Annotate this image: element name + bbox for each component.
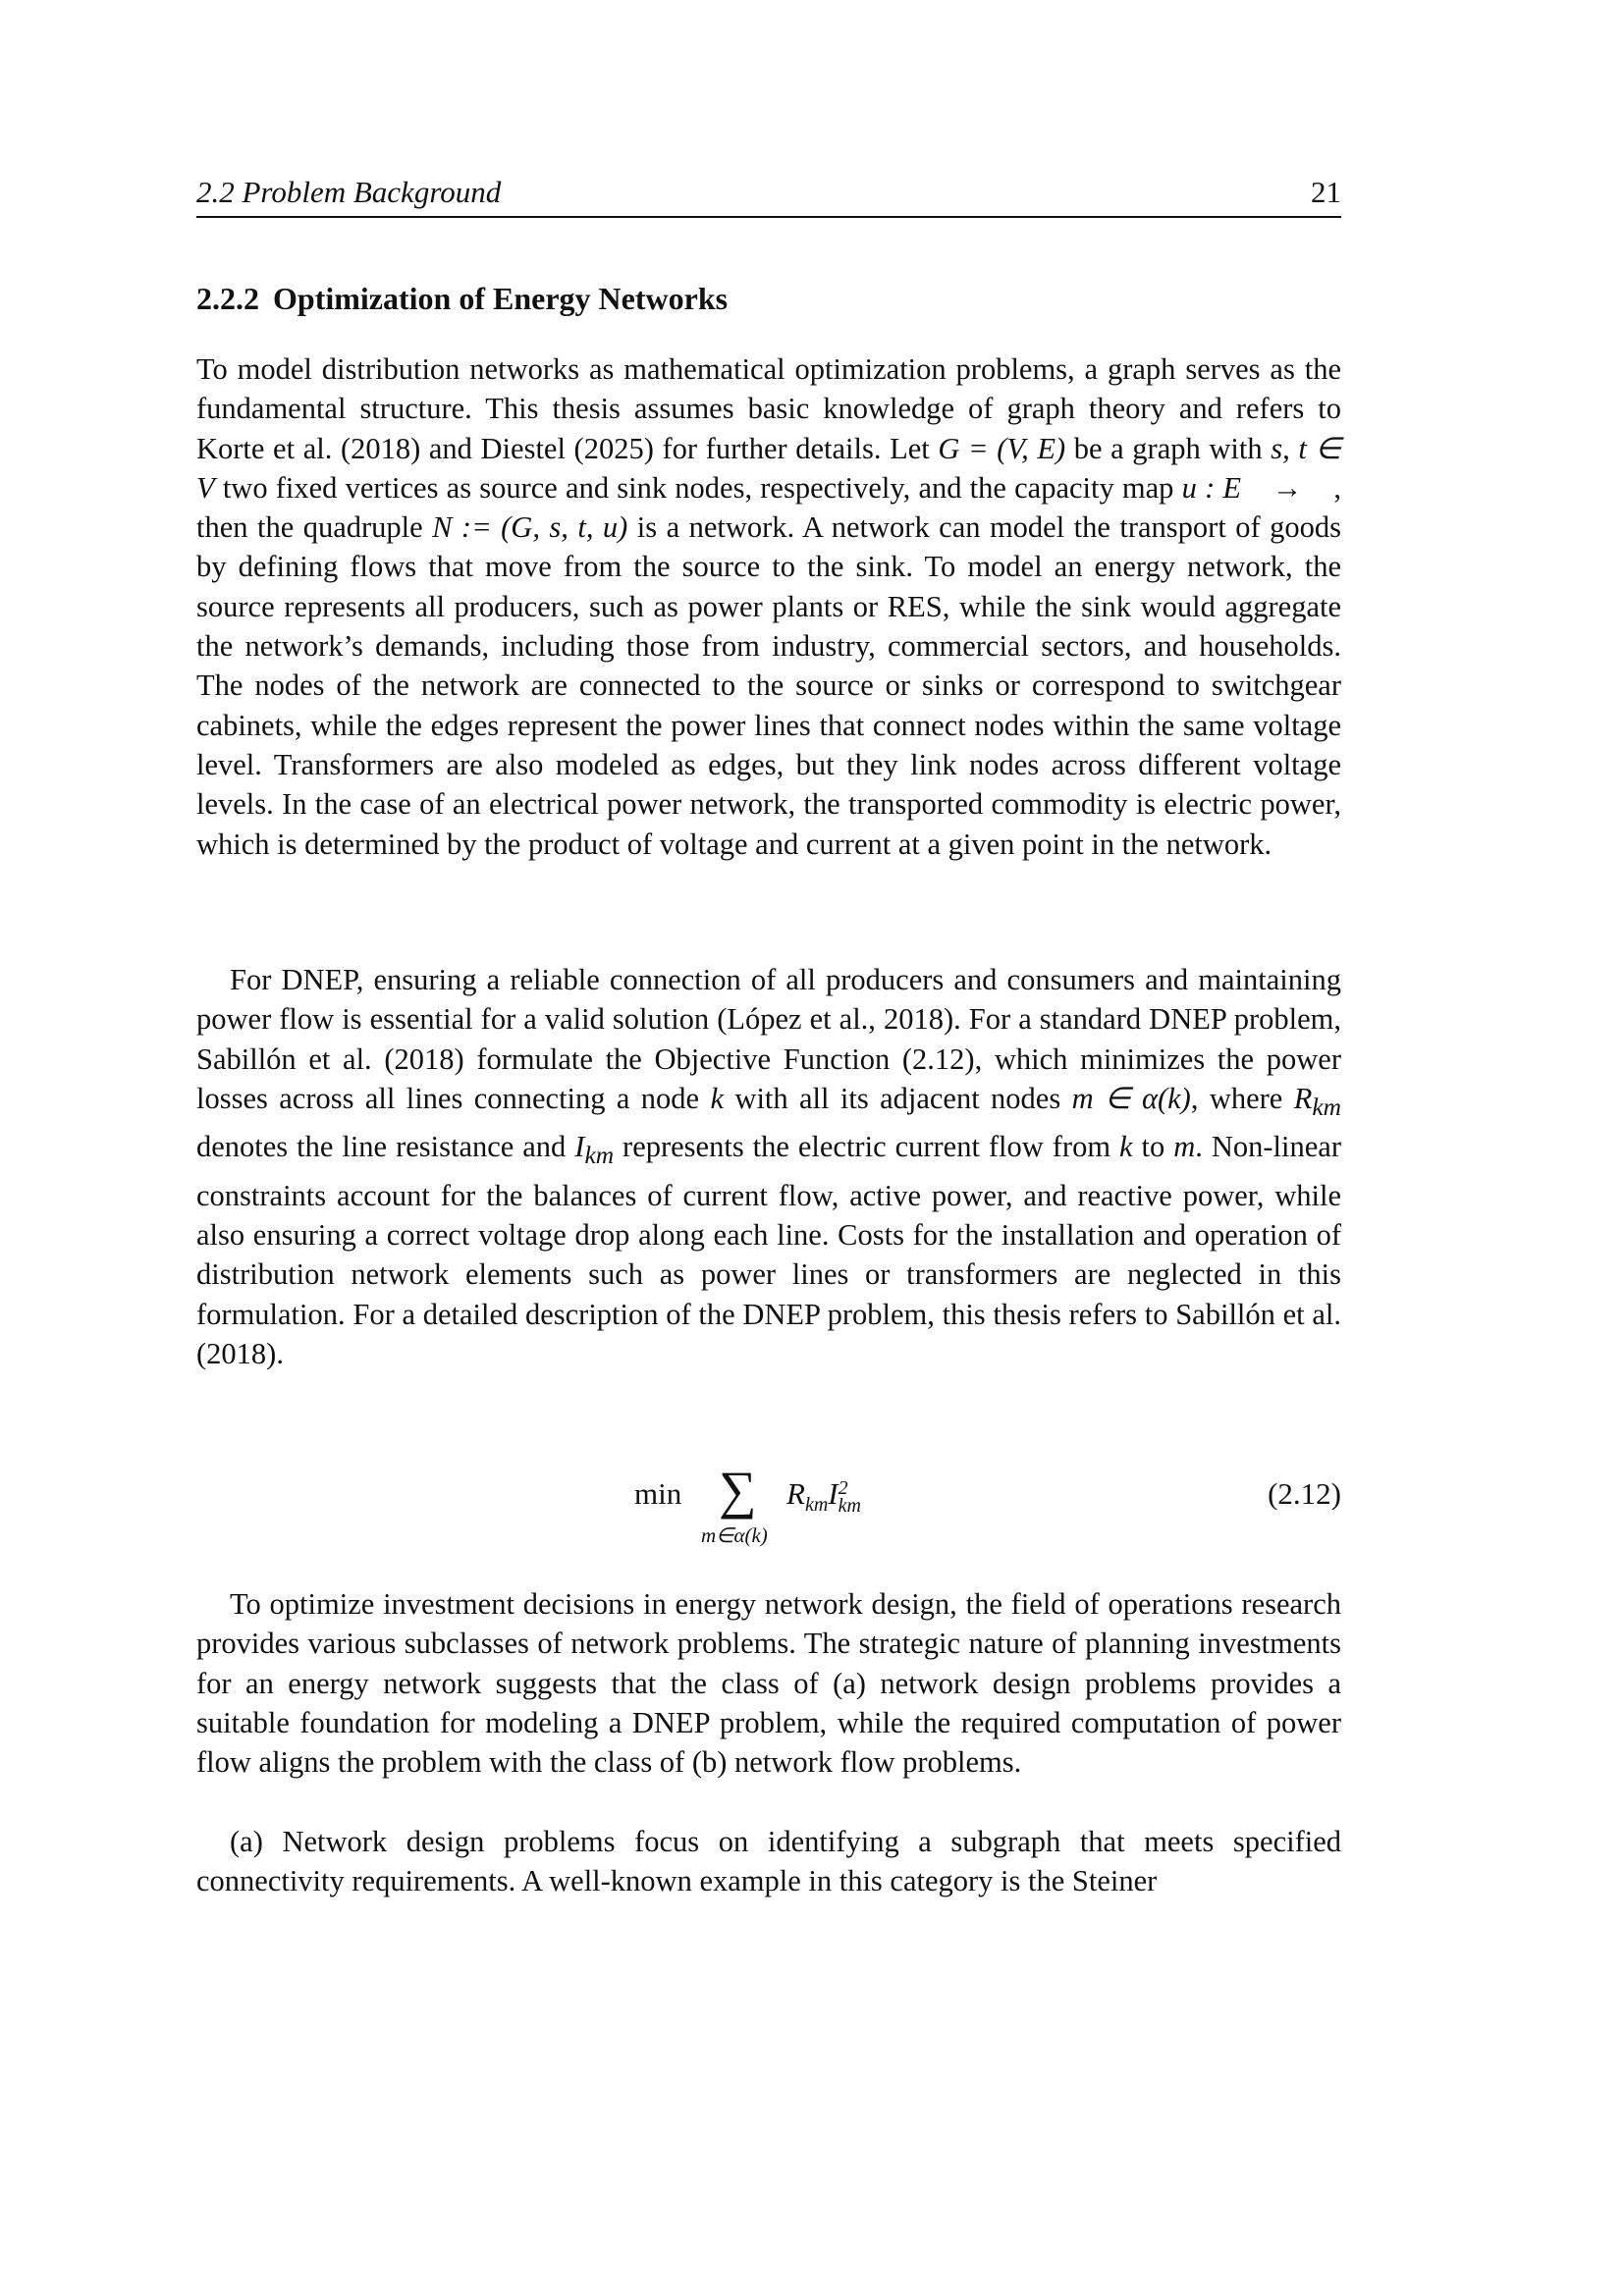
math-inline: m	[1173, 1130, 1196, 1164]
paragraph-network-design: (a) Network design problems focus on identifying a subgraph that meets specified connectivity requirements. A well-known example in this category is the Steiner	[196, 1825, 1341, 1898]
math-inline	[574, 1130, 615, 1170]
section-heading	[196, 281, 728, 317]
math-subscript: km	[584, 1142, 615, 1170]
text-run: . Non-linear constraints account for the balances of current flow, active power, and reactive power, while also ensuring a correct voltage drop along each line. Costs for the installation and operation of distribution network elements such as power lines or transformers are neglected in this formulation. For a detailed description of the DNEP problem, this thesis refers to Sabillón et al. (2018).	[196, 1130, 1341, 1370]
math-inline: s, t ∈ V	[196, 431, 1341, 505]
equation-2-12	[196, 1461, 1341, 1553]
paragraph-dnep-objective	[196, 960, 1341, 1373]
text-run: is a network. A network can model the transport of goods by defining flows that move from the source to the sink. To model an energy network, the source represents all producers, such as power plants or RES, while the sink would aggregate the network’s demands, including those from industry, commercial sectors, and households. The nodes of the network are connected to the source or sinks or correspond to switchgear cabinets, while the edges represent the power lines that connect nodes within the same voltage level. Transformers are also modeled as edges, but they link nodes across different voltage levels. In the case of an electrical power network, the transported commodity is electric power, which is determined by the product of voltage and current at a given point in the network.	[196, 510, 1342, 861]
math-inline	[1293, 1081, 1341, 1121]
math-inline: k	[1119, 1130, 1133, 1164]
math-supsub	[838, 1476, 861, 1517]
paragraph-network-problem-classes: To optimize investment decisions in energy network design, the field of operations research provides various subclasses of network problems. The strategic nature of planning investments for an energy network suggests that the class of (a) network design problems provides a suitable foundation for modeling a DNEP problem, while the required computation of power flow aligns the problem with the class of (b) network flow problems.	[196, 1587, 1341, 1780]
math-inline: k	[710, 1081, 725, 1115]
math-superscript: 2	[838, 1476, 848, 1499]
text-run: two fixed vertices as source and sink nodes, respectively, and the capacity map	[214, 470, 1182, 505]
text-run: , then the quadruple	[196, 470, 1341, 545]
running-title: 2.2 Problem Background	[196, 175, 502, 209]
math-inline: m ∈ α(k)	[1071, 1081, 1191, 1115]
section-title: Optimization of Energy Networks	[273, 281, 729, 316]
text-run: , where	[1190, 1081, 1294, 1115]
equation-term	[786, 1476, 861, 1517]
math-inline: u : E⃗ → ℕ	[1181, 470, 1334, 505]
summation-symbol: ∑	[719, 1461, 757, 1520]
math-symbol: R	[1293, 1081, 1313, 1115]
math-inline: G = (V, E)	[938, 431, 1066, 465]
equation-body	[634, 1461, 870, 1553]
math-subscript: km	[1312, 1093, 1341, 1121]
text-run: To model distribution networks as mathematical optimization problems, a graph serves as the fundamental structure. This thesis assumes basic knowledge of graph theory and refers to Korte et al. (2018) and Diestel (2025) for further details. Let	[196, 352, 1341, 465]
page-number: 21	[1311, 175, 1341, 209]
math-symbol: R	[786, 1476, 805, 1511]
text-run: to	[1132, 1130, 1174, 1164]
running-header	[196, 175, 1341, 218]
math-symbol: I	[828, 1476, 839, 1511]
text-run: with all its adjacent nodes	[724, 1081, 1072, 1115]
paragraph-graph-definition	[196, 349, 1341, 864]
equation-number: (2.12)	[1268, 1476, 1341, 1511]
math-inline: N := (G, s, t, u)	[432, 510, 628, 545]
summation-subscript: m∈α(k)	[701, 1523, 768, 1547]
document-page	[196, 0, 1341, 2296]
math-subscript: km	[838, 1494, 861, 1517]
text-run: For DNEP, ensuring a reliable connection of all producers and consumers and maintaining power flow is essential for a valid solution (López et al., 2018). For a standard DNEP problem, Sabillón et al. (2018) formulate the Objective Function (2.12), which minimizes the power losses across all lines connecting a node	[196, 963, 1341, 1115]
math-symbol: I	[574, 1130, 585, 1164]
text-run: be a graph with	[1065, 431, 1272, 465]
equation-operator: min	[634, 1476, 682, 1511]
math-subscript: km	[804, 1494, 829, 1517]
text-run: denotes the line resistance and	[196, 1130, 575, 1164]
text-run: represents the electric current flow from	[614, 1130, 1120, 1164]
section-number: 2.2.2	[196, 281, 259, 316]
